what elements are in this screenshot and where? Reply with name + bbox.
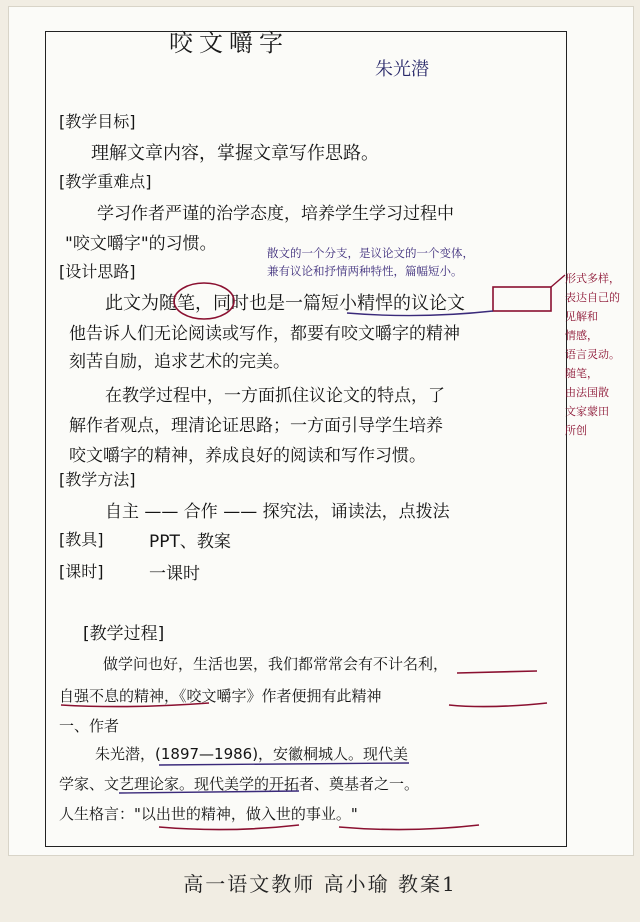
design-line3: 刻苦自励，追求艺术的完美。 <box>69 352 290 372</box>
underline-mark <box>119 791 299 793</box>
design-line6: 咬文嚼字的精神，养成良好的阅读和写作习惯。 <box>69 446 426 466</box>
underline-mark <box>449 703 547 707</box>
design-line5: 解作者观点，理清论证思路；一方面引导学生培养 <box>69 416 443 436</box>
underline-mark <box>159 825 299 830</box>
side-note-line: 语言灵动。 <box>565 348 620 361</box>
underline-mark <box>61 703 209 707</box>
hours-label: [课时] <box>59 562 104 581</box>
process-label: [教学过程] <box>83 624 165 644</box>
goals-text: 理解文章内容，掌握文章写作思路。 <box>91 143 379 164</box>
document-title: 咬文嚼字 <box>169 29 289 57</box>
design-line1-middle: ，同时也是一篇短小精悍的 <box>195 293 411 314</box>
difficulty-line2: "咬文嚼字"的习惯。 <box>65 234 217 254</box>
design-line2: 他告诉人们无论阅读或写作，都要有咬文嚼字的精神 <box>69 324 460 344</box>
side-note-line: 随笔， <box>565 367 598 380</box>
process-line2: 自强不息的精神，《咬文嚼字》作者便拥有此精神 <box>59 687 382 705</box>
process-line1: 做学问也好，生活也罢，我们都常常会有不计名利， <box>103 655 449 673</box>
process-line6: 人生格言："以出世的精神，做入世的事业。" <box>59 805 358 823</box>
side-note-line: 所创 <box>565 424 587 437</box>
underline-mark <box>457 671 537 673</box>
tools-label: [教具] <box>59 530 104 549</box>
side-note-line: 由法国散 <box>565 386 609 399</box>
underline-mark <box>159 763 409 765</box>
side-note-line: 情感， <box>565 329 598 342</box>
arrow-mark <box>551 275 565 287</box>
design-annotation-2: 兼有议论和抒情两种特性，篇幅短小。 <box>267 264 463 278</box>
method-label: [教学方法] <box>59 470 136 489</box>
process-line4: 朱光潜，(1897—1986)，安徽桐城人。现代美 <box>95 745 409 763</box>
box-mark <box>493 287 551 311</box>
pen-markup-overlay <box>9 7 633 855</box>
circled-word: 随笔 <box>159 293 195 314</box>
goals-label: [教学目标] <box>59 112 136 131</box>
side-note-line: 见解和 <box>565 310 598 323</box>
design-line4: 在教学过程中，一方面抓住议论文的特点，了 <box>105 386 445 406</box>
process-line5: 学家、文艺理论家。现代美学的开拓者、奠基者之一。 <box>59 775 420 793</box>
method-text: 自主 —— 合作 —— 探究法，诵读法，点拨法 <box>105 502 450 522</box>
boxed-word: 议论文 <box>411 293 465 314</box>
circle-mark <box>174 283 234 319</box>
side-note-line: 形式多样， <box>565 272 620 285</box>
hours-text: 一课时 <box>149 564 200 584</box>
author-name: 朱光潜 <box>375 59 429 80</box>
process-line3: 一、作者 <box>59 717 120 735</box>
scanned-page <box>8 6 634 856</box>
side-note-line: 表达自己的 <box>565 291 620 304</box>
underline-mark <box>347 311 493 316</box>
page-footer: 高一语文教师 高小瑜 教案1 <box>183 872 457 896</box>
design-annotation-1: 散文的一个分支，是议论文的一个变体， <box>267 246 474 260</box>
underline-mark <box>339 825 479 830</box>
design-line1-start: 此文为 <box>105 293 159 314</box>
difficulty-line1: 学习作者严谨的治学态度，培养学生学习过程中 <box>97 204 454 224</box>
tools-text: PPT、教案 <box>149 532 231 552</box>
side-note-line: 文家蒙田 <box>565 405 609 418</box>
difficulty-label: [教学重难点] <box>59 172 152 191</box>
design-label: [设计思路] <box>59 262 136 281</box>
